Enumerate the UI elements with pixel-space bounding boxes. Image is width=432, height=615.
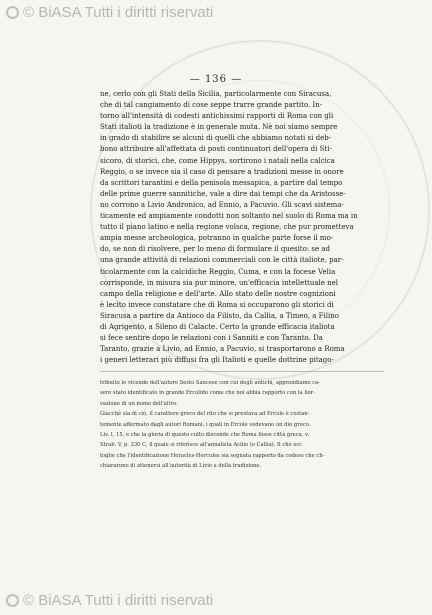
watermark-bottom-text: © BiASA Tutti i diritti riservati — [23, 592, 214, 609]
body-line: di Agrigento, a Sileno di Calacte. Certo la grande efficacia italiota — [100, 322, 335, 331]
body-line: Taranto, grazie a Livio, ad Ennio, a Pacuvio, si trasportarono a Roma — [100, 345, 345, 354]
footnote-line: Giacchè sia di ciò, il carattere greco del rito che si prestava ad Ercole è costan- — [100, 411, 310, 418]
body-line: da scrittori tarantini e della penisola messapica, a partire dal tempo — [100, 178, 343, 187]
footnote-line: temente affermato dagli autori Romani, i quali in Ercole vedevano un dio greco. — [100, 421, 311, 428]
body-line: ticamente ed ampiamente condotti non soltanto nel suolo di Roma ma in — [100, 212, 358, 221]
body-line: sicoro, di storici, che, come Hippys, sortirono i natali nella calcica — [100, 156, 335, 165]
footnote-line: toglie che l'identificazione Heracles-Hercules sia segnata rapporto da codeso che ch- — [100, 452, 325, 459]
body-text — [100, 89, 384, 366]
body-line: i generi letterari più diffusi fra gli Italioti e quelle dottrine pitago- — [100, 356, 334, 365]
body-line: campo della religione e dell'arte. Allo stato delle nostre cognizioni — [100, 289, 336, 298]
footnotes — [100, 378, 384, 472]
body-line: corrisponde, in misura sia pur minore, un'efficacia intellettuale nel — [100, 278, 339, 287]
body-line: do, se non di risolvere, per lo meno di formulare il quesito: se ad — [100, 245, 331, 254]
footnote-line: chiararono di attenersi all'autorità di Livio a della tradizione. — [100, 463, 262, 470]
footnote-line: Strab. V, p. 230 C, il quale si riferisce all'annalista Acilio (o Callia). Il che ecc — [100, 442, 303, 449]
body-line: bono attribuire all'affettata di posti continuatori dell'opera di Sti- — [100, 145, 332, 154]
copyright-logo-icon — [6, 6, 19, 19]
body-line: tutto il piano latino e nella regione volsca, regione, che pur prometteva — [100, 223, 354, 232]
body-line: ticolarmente con la calcidiche Reggio, Cuma, e con la focese Velia — [100, 267, 336, 276]
watermark-bottom — [6, 592, 213, 609]
footnote-line: vazione di un nome dell'altro. — [100, 400, 178, 407]
footnote-line: tribuito lo vicende dell'autore Sesto Sancese con cui degli antichi, apprendiamo ca- — [100, 380, 321, 386]
watermark-top — [6, 4, 213, 21]
page-number: — 136 — — [189, 74, 243, 85]
watermark-top-text: © BiASA Tutti i diritti riservati — [23, 4, 214, 21]
body-line: Siracusa a partire da Antioco da Filisto, da Callia, a Timeo, a Filino — [100, 311, 339, 320]
body-line: torno all'intensità di codesti antichissimi rapporti di Roma con gli — [100, 112, 334, 121]
body-line: in grado di stabilire se alcuni di quelli che abbiamo notati si deb- — [100, 134, 332, 143]
body-line: Stati italioti la tradizione è in generale muta. Nè noi siamo sempre — [100, 123, 338, 132]
body-line: no corrono a Livio Andronico, ad Ennio, a Pacuvio. Gli scavi sistema- — [100, 200, 344, 209]
body-line: delle prime guerre sannitiche, vale a dire dai tempi che da Aristosse- — [100, 189, 346, 198]
copyright-logo-icon — [6, 594, 19, 607]
footnote-line: sere stato identificato in grande Ercolido come che noi abbia rapporto con la lior- — [100, 390, 316, 397]
body-line: una grande attività di relazioni commerciali con le città italiote, par- — [100, 256, 344, 265]
footnote-line: Liv. I, 15, e che la gloria di questo culto discende che Roma fosse città greca, v. — [100, 431, 310, 438]
body-line: che di tal cangiamento di cose seppe trarre grande partito. In- — [100, 101, 323, 110]
body-line: si fece sentire dopo le relazioni con i Sanniti e con Taranto. Da — [100, 334, 323, 343]
footnote-separator — [100, 371, 384, 372]
body-line: è lecito invece constatare che di Roma si occuparono gli storici di — [100, 300, 334, 309]
body-line: ne, cerlo con gli Stati della Sicilia, particolarmente con Siracusa, — [100, 90, 332, 98]
body-line: ampia messe archeologica, potranno in qualche parte forse il mo- — [100, 234, 334, 243]
body-line: Reggio, o se invece sia il caso di pensare a tradizioni messe in onore — [100, 167, 344, 176]
